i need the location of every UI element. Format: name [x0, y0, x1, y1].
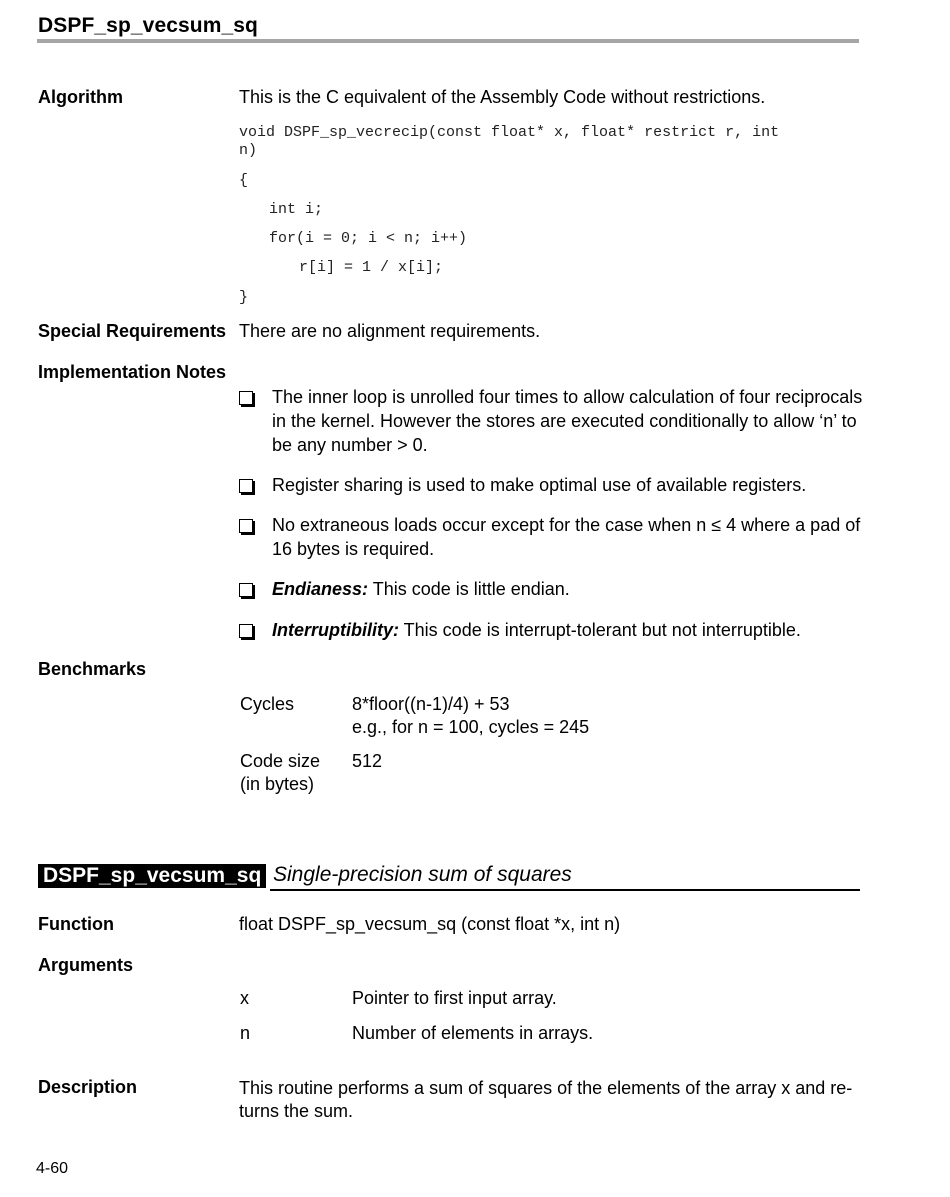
argument-description: Pointer to first input array.	[352, 988, 557, 1008]
bullet-text	[272, 513, 867, 561]
algorithm-intro: This is the C equivalent of the Assembly Code without restrictions.	[239, 87, 766, 107]
benchmark-name	[240, 693, 294, 716]
checkbox-bullet-icon	[239, 624, 253, 638]
bullet-text	[272, 618, 867, 642]
checkbox-bullet-icon	[239, 391, 253, 405]
header-rule	[37, 39, 859, 43]
code-line: void DSPF_sp_vecrecip(const float* x, float* restrict r, int	[239, 124, 780, 141]
bullet-bold-lead: Endianess:	[272, 579, 369, 599]
argument-name: x	[240, 988, 249, 1008]
code-line: }	[239, 289, 249, 306]
section-subtitle: Single-precision sum of squares	[273, 863, 572, 886]
description-text: This routine performs a sum of squares of the elements of the array x and re-turns the sum.	[239, 1078, 853, 1121]
bullet-bold-lead: Interruptibility:	[272, 620, 399, 640]
benchmark-name-line: (in bytes)	[240, 774, 315, 794]
bullet-body: This code is little endian.	[368, 579, 570, 599]
benchmark-value-line: e.g., for n = 100, cycles = 245	[352, 717, 590, 737]
arguments-label: Arguments	[38, 955, 134, 975]
function-label: Function	[38, 914, 114, 934]
bullet-body: No extraneous loads occur except for the case when n ≤ 4 where a pad of 16 bytes is required.	[272, 515, 861, 559]
checkbox-bullet-icon	[239, 519, 253, 533]
checkbox-bullet-icon	[239, 583, 253, 597]
code-line: int i;	[269, 201, 324, 218]
section-rule	[270, 889, 860, 891]
bullet-text	[272, 473, 867, 497]
benchmarks-label: Benchmarks	[38, 659, 147, 679]
argument-description: Number of elements in arrays.	[352, 1023, 594, 1043]
code-line: {	[239, 172, 249, 189]
special-requirements-text: There are no alignment requirements.	[239, 321, 541, 341]
benchmark-name-line: Code size	[240, 751, 321, 771]
code-line: n)	[239, 142, 258, 159]
bullet-body: This code is interrupt-tolerant but not interruptible.	[399, 620, 801, 640]
description-label: Description	[38, 1077, 138, 1097]
code-line: for(i = 0; i < n; i++)	[269, 230, 468, 247]
algorithm-label: Algorithm	[38, 87, 123, 107]
code-line: r[i] = 1 / x[i];	[299, 259, 444, 276]
bullet-body: Register sharing is used to make optimal use of available registers.	[272, 475, 807, 495]
checkbox-bullet-icon	[239, 479, 253, 493]
section-title-tag: DSPF_sp_vecsum_sq	[38, 864, 266, 888]
benchmark-value-line: 512	[352, 751, 383, 771]
implementation-notes-label: Implementation Notes	[38, 362, 227, 382]
benchmark-value	[352, 750, 382, 773]
page-number: 4-60	[36, 1160, 69, 1177]
special-requirements-label: Special Requirements	[38, 321, 227, 341]
benchmark-value-line: 8*floor((n-1)/4) + 53	[352, 694, 510, 714]
benchmark-value	[352, 693, 589, 739]
benchmark-name	[240, 750, 320, 796]
bullet-text	[272, 577, 867, 601]
bullet-body: The inner loop is unrolled four times to allow calculation of four reciprocals in the kernel. However the stores are executed conditionally to allow ‘n’ to be any number > 0.	[272, 387, 863, 455]
bullet-text	[272, 385, 867, 457]
function-signature: float DSPF_sp_vecsum_sq (const float *x, int n)	[239, 914, 621, 934]
page-header-title: DSPF_sp_vecsum_sq	[38, 14, 258, 37]
argument-name: n	[240, 1023, 251, 1043]
benchmark-name-line: Cycles	[240, 694, 295, 714]
